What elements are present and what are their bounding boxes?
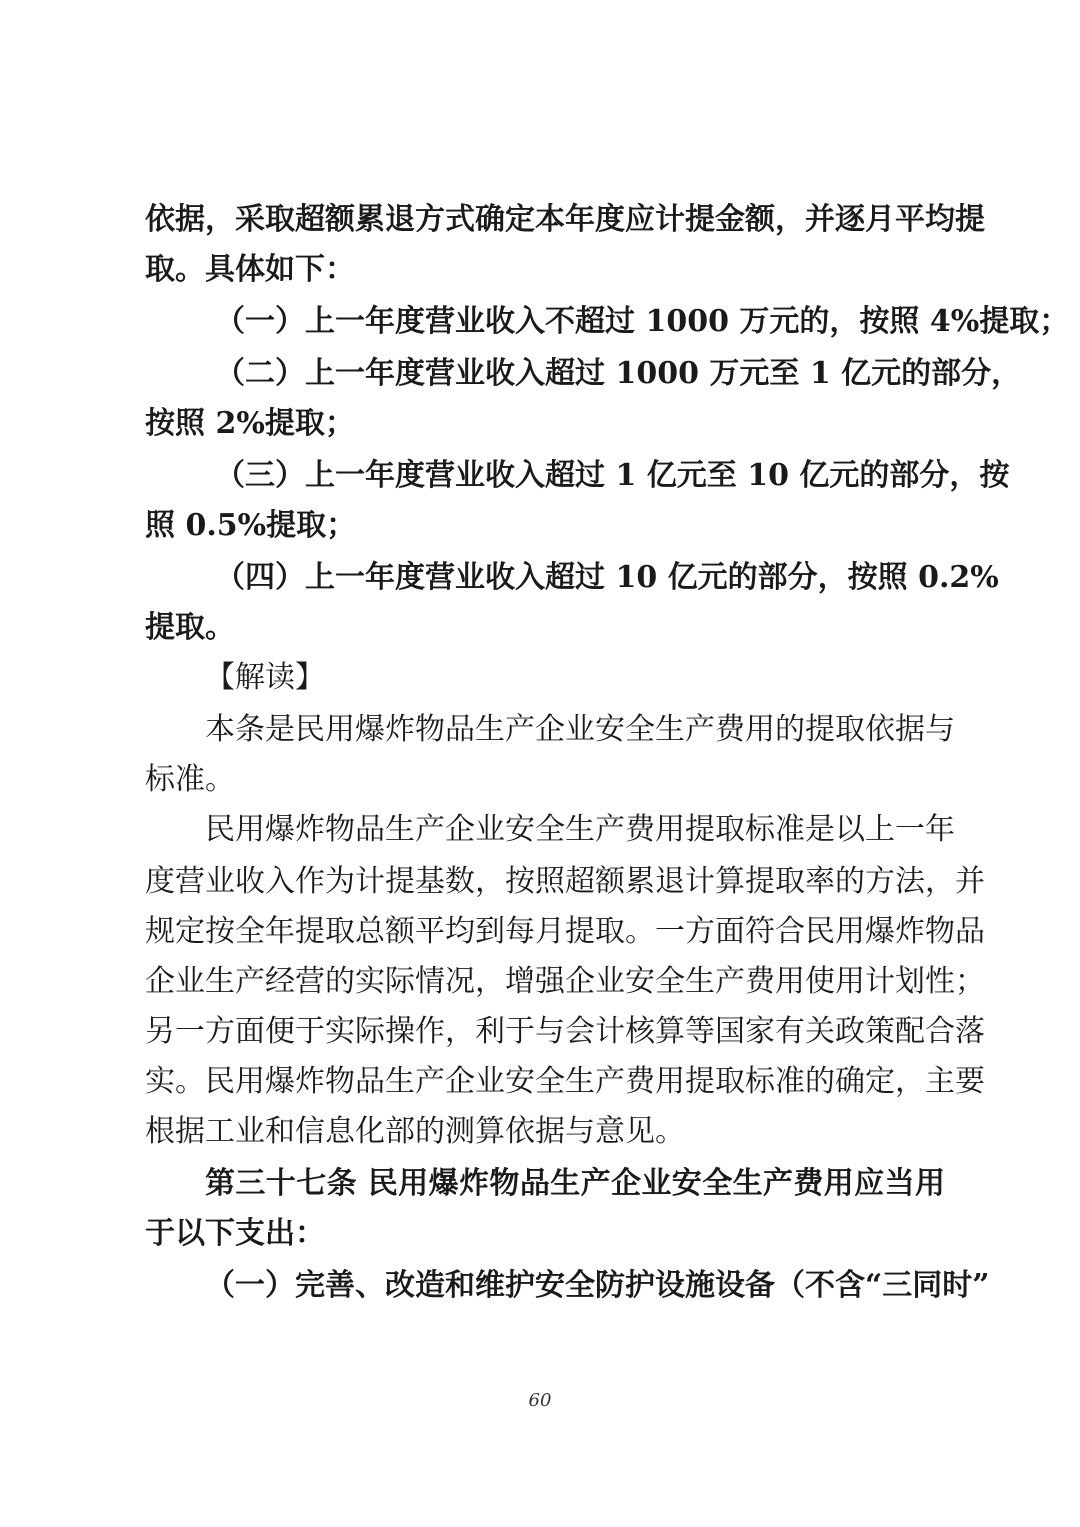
text-line: （四）上一年度营业收入超过 10 亿元的部分，按照 0.2% bbox=[215, 560, 999, 595]
text-line: 实。民用爆炸物品生产企业安全生产费用提取标准的确定，主要 bbox=[145, 1064, 985, 1099]
article-heading: 第三十七条 民用爆炸物品生产企业安全生产费用应当用 bbox=[205, 1166, 945, 1201]
text-line: 依据，采取超额累退方式确定本年度应计提金额，并逐月平均提 bbox=[145, 202, 985, 237]
text-line: 民用爆炸物品生产企业安全生产费用提取标准是以上一年 bbox=[205, 812, 955, 847]
text-line: （一）完善、改造和维护安全防护设施设备（不含“三同时” bbox=[205, 1268, 990, 1303]
section-heading: 【解读】 bbox=[205, 660, 325, 695]
text-line: （一）上一年度营业收入不超过 1000 万元的，按照 4%提取； bbox=[215, 304, 1070, 339]
text-line: 取。具体如下： bbox=[145, 252, 355, 287]
text-line: 提取。 bbox=[145, 610, 235, 645]
text-line: 度营业收入作为计提基数，按照超额累退计算提取率的方法，并 bbox=[145, 864, 985, 899]
text-line: 于以下支出： bbox=[145, 1216, 325, 1251]
text-line: 照 0.5%提取； bbox=[145, 508, 357, 543]
text-line: 按照 2%提取； bbox=[145, 406, 355, 441]
text-line: 标准。 bbox=[145, 762, 235, 797]
text-line: 另一方面便于实际操作，利于与会计核算等国家有关政策配合落 bbox=[145, 1014, 985, 1049]
page-number: 60 bbox=[528, 1390, 552, 1411]
text-line: （三）上一年度营业收入超过 1 亿元至 10 亿元的部分，按 bbox=[215, 458, 1010, 493]
text-line: （二）上一年度营业收入超过 1000 万元至 1 亿元的部分， bbox=[215, 356, 1022, 391]
text-line: 根据工业和信息化部的测算依据与意见。 bbox=[145, 1114, 685, 1149]
text-line: 规定按全年提取总额平均到每月提取。一方面符合民用爆炸物品 bbox=[145, 914, 985, 949]
text-line: 本条是民用爆炸物品生产企业安全生产费用的提取依据与 bbox=[205, 712, 955, 747]
text-line: 企业生产经营的实际情况，增强企业安全生产费用使用计划性； bbox=[145, 964, 985, 999]
